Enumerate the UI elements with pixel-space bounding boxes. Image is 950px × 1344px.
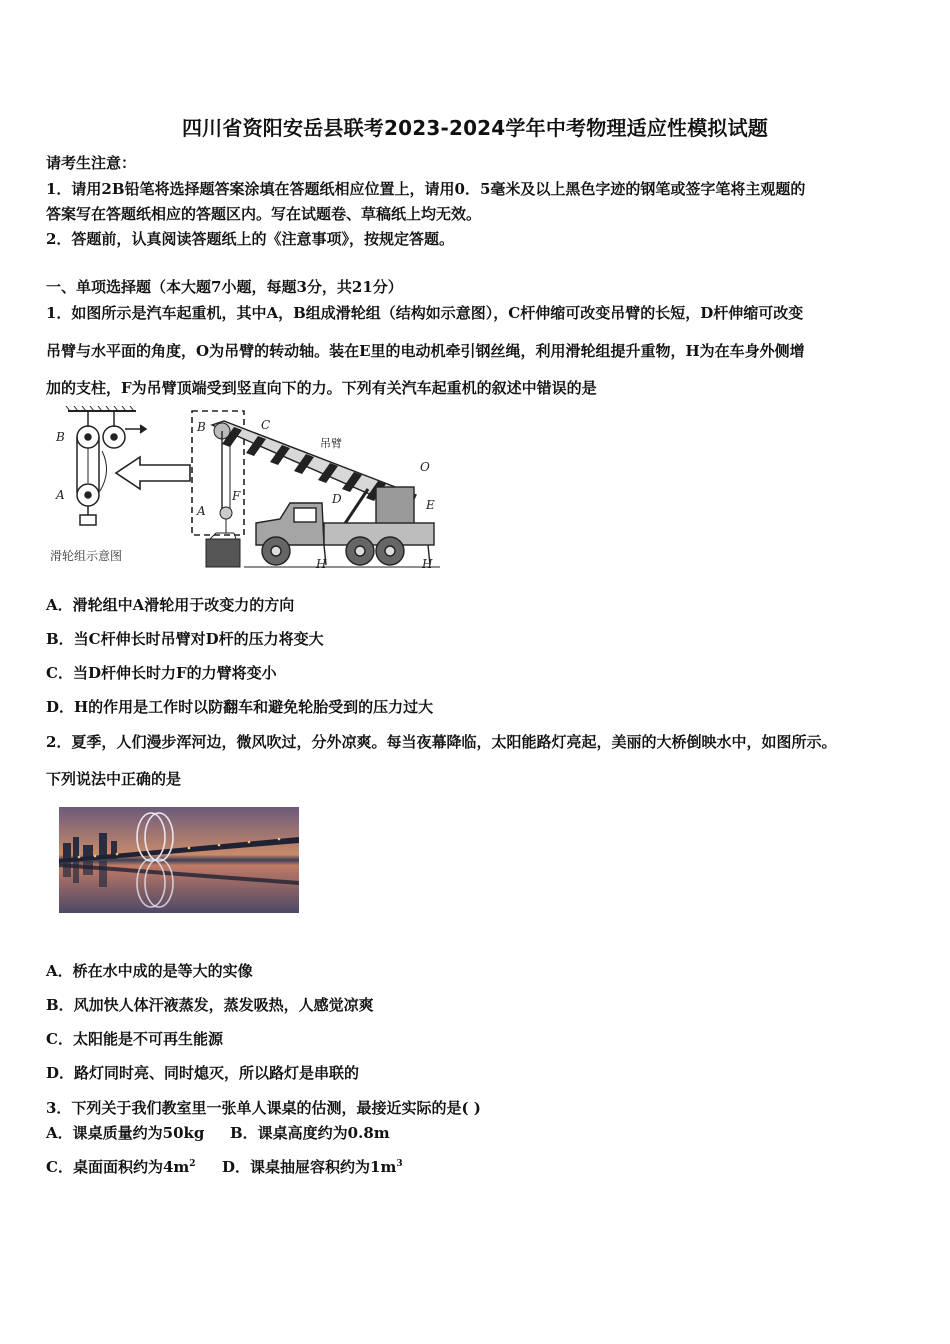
label-A-left: A xyxy=(56,488,65,502)
arrow-icon xyxy=(116,457,190,489)
figure-caption: 滑轮组示意图 xyxy=(50,549,123,563)
q1-option-a[interactable]: A．滑轮组中A滑轮用于改变力的方向 xyxy=(46,596,295,614)
q3-option-d-text: D．课桌抽屉容积约为1m xyxy=(222,1158,397,1176)
notice-line-2: 2．答题前，认真阅读答题纸上的《注意事项》，按规定答题。 xyxy=(46,230,454,248)
notice-heading: 请考生注意： xyxy=(46,154,137,172)
label-H-right: H xyxy=(422,557,433,571)
q2-option-d[interactable]: D．路灯同时亮、同时熄灭，所以路灯是串联的 xyxy=(46,1064,360,1082)
label-O: O xyxy=(420,460,430,474)
q1-option-b[interactable]: B．当C杆伸长时吊臂对D杆的压力将变大 xyxy=(46,630,324,648)
q3-option-c-text: C．桌面面积约为4m xyxy=(46,1158,190,1176)
q1-stem-line-1: 1．如图所示是汽车起重机，其中A，B组成滑轮组（结构如示意图），C杆伸缩可改变吊臂的长短，D杆伸缩可改变 xyxy=(46,304,804,322)
q3-option-c-sup: 2 xyxy=(189,1159,196,1169)
label-F: F xyxy=(232,489,241,503)
q2-option-b[interactable]: B．风加快人体汗液蒸发，蒸发吸热，人感觉凉爽 xyxy=(46,996,374,1014)
label-E: E xyxy=(426,498,435,512)
q1-stem-line-2: 吊臂与水平面的角度，O为吊臂的转动轴。装在E里的电动机牵引钢丝绳，利用滑轮组提升重物，H为在车身外侧增 xyxy=(46,342,805,360)
q3-option-b[interactable]: B．课桌高度约为0.8m xyxy=(230,1124,390,1142)
q3-option-d[interactable] xyxy=(222,1156,403,1177)
q3-option-a[interactable]: A．课桌质量约为50kg xyxy=(46,1124,205,1142)
q3-option-c[interactable] xyxy=(46,1156,196,1177)
boom-label: 吊臂 xyxy=(320,437,342,450)
q3-option-d-sup: 3 xyxy=(396,1159,403,1169)
q1-option-c[interactable]: C．当D杆伸长时力F的力臂将变小 xyxy=(46,664,277,682)
q3-stem: 3．下列关于我们教室里一张单人课桌的估测，最接近实际的是( ) xyxy=(46,1099,481,1117)
notice-line-1b: 答案写在答题纸相应的答题区内。写在试题卷、草稿纸上均无效。 xyxy=(46,205,482,223)
label-B-box: B xyxy=(197,420,206,434)
q2-option-a[interactable]: A．桥在水中成的是等大的实像 xyxy=(46,962,253,980)
label-B-left: B xyxy=(56,430,65,444)
label-C: C xyxy=(261,418,271,432)
label-D: D xyxy=(332,492,342,506)
crane-truck xyxy=(244,487,440,567)
page-title: 四川省资阳安岳县联考2023-2024学年中考物理适应性模拟试题 xyxy=(181,116,769,140)
q1-stem-line-3: 加的支柱，F为吊臂顶端受到竖直向下的力。下列有关汽车起重机的叙述中错误的是 xyxy=(46,379,597,397)
q1-option-d[interactable]: D．H的作用是工作时以防翻车和避免轮胎受到的压力过大 xyxy=(46,698,434,716)
q2-stem-line-2: 下列说法中正确的是 xyxy=(46,770,182,788)
label-H-left: H xyxy=(316,557,327,571)
section-heading: 一、单项选择题（本大题7小题，每题3分，共21分） xyxy=(46,278,403,296)
label-A-box: A xyxy=(197,504,206,518)
q2-option-c[interactable]: C．太阳能是不可再生能源 xyxy=(46,1030,223,1048)
notice-line-1a: 1．请用2B铅笔将选择题答案涂填在答题纸相应位置上，请用0．5毫米及以上黑色字迹的钢笔或签字笔将主观题的 xyxy=(46,180,806,198)
q2-stem-line-1: 2．夏季，人们漫步浑河边，微风吹过，分外凉爽。每当夜幕降临，太阳能路灯亮起，美丽的大桥倒映水中，如图所示。 xyxy=(46,733,837,751)
bridge-photo xyxy=(59,807,299,913)
crane-figure xyxy=(44,405,444,577)
